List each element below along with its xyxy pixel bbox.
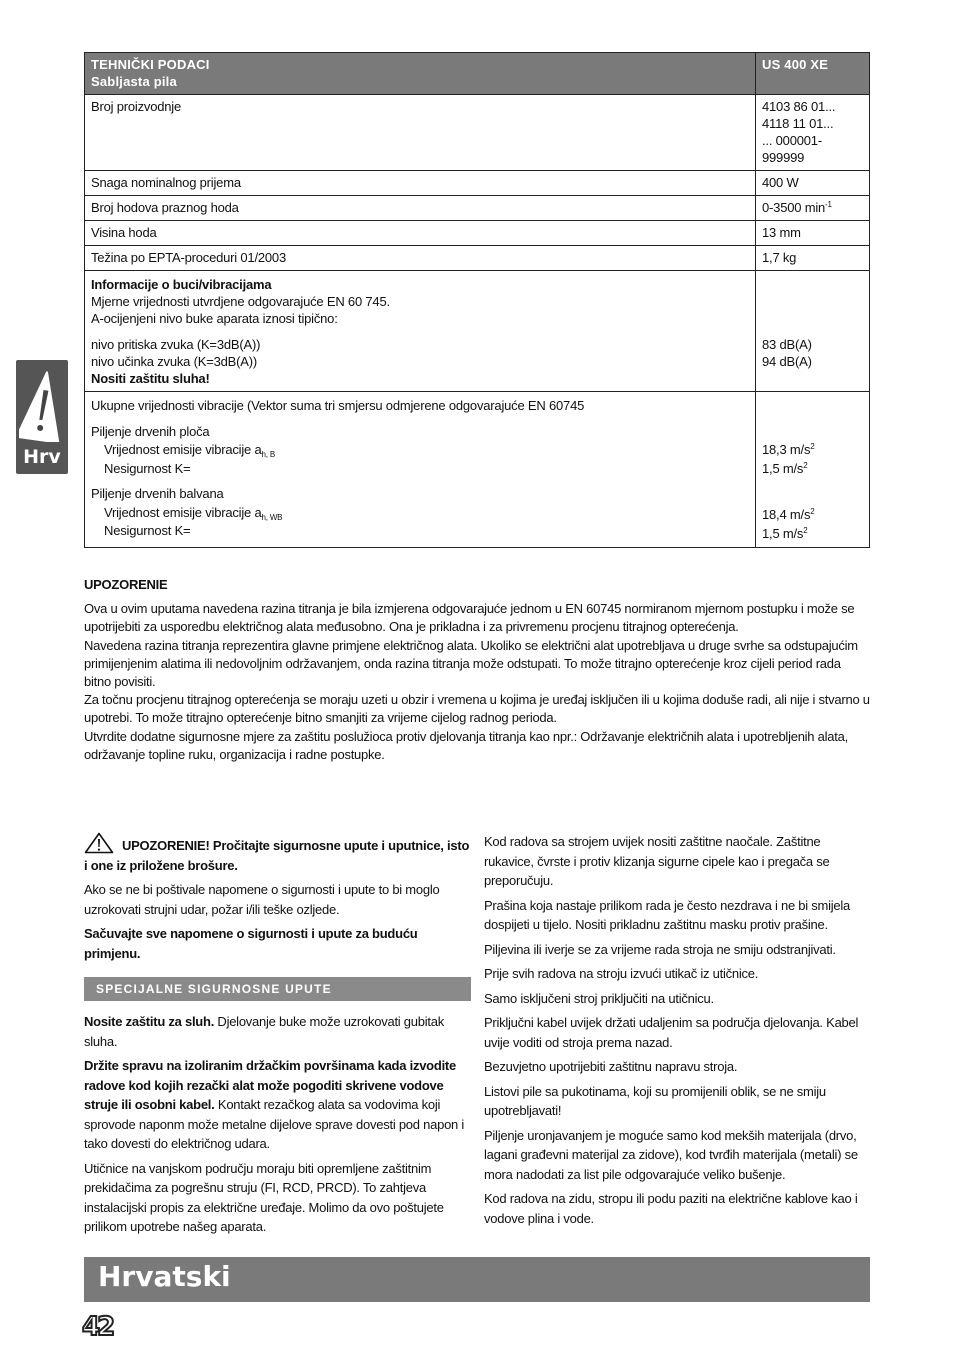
paragraph: Ako se ne bi poštivale napomene o sigurnosti i upute to bi moglo uzrokovati strujni udar, požar i/ili teške ozljede. <box>84 882 440 917</box>
safety-instruction: Priključni kabel uvijek držati udaljenim sa područja djelovanja. Kabel uvije voditi od stroja prema nazad. <box>484 1015 859 1050</box>
vibration-intro: Ukupne vrijednosti vibracije (Vektor suma tri smjersu odmjerene odgovarajuće EN 60745 <box>91 398 585 413</box>
value-exponent: 2 <box>810 507 815 516</box>
safety-instruction: Kod radova na zidu, stropu ili podu paziti na električne kablove kao i vodove plina i vode. <box>484 1191 858 1226</box>
row-value: 13 mm <box>756 221 870 246</box>
noise-line2: A-ocijenjeni nivo buke aparata iznosi tipično: <box>91 311 338 326</box>
row-label: Snaga nominalnog prijema <box>85 171 756 196</box>
paragraph-bold: Sačuvajte sve napomene o sigurnosti i upute za buduću primjenu. <box>84 926 418 961</box>
paragraph-body: Kontakt rezačkog alata sa vodovima koji sprovode naponm može metalne dijelove sprave dovesti pod napon i tako dovesti do električnog udara. <box>84 1097 465 1151</box>
paragraph <box>84 1056 471 1154</box>
noise-title: Informacije o buci/vibracijama <box>91 277 272 292</box>
right-column <box>484 832 870 1233</box>
serial-line3: ... 000001-999999 <box>762 133 822 165</box>
vibration-info <box>85 392 756 548</box>
serial-line2: 4118 11 01... <box>762 116 834 131</box>
noise-line1: Mjerne vrijednosti utvrdjene odgovarajuće EN 60 745. <box>91 294 390 309</box>
safety-instruction: Prašina koja nastaje prilikom rada je često nezdrava i ne bi smijela dospijeti u tijelo. Nositi prikladnu zaštitnu masku protiv prašine. <box>484 897 850 932</box>
row-label: Visina hoda <box>85 221 756 246</box>
page-number: 42 <box>82 1312 113 1342</box>
table-header-row <box>85 53 870 95</box>
emission-subscript: h, B <box>261 450 275 459</box>
table-header-line1: TEHNIČKI PODACI <box>91 57 210 72</box>
value-text: 18,4 m/s <box>762 507 811 522</box>
warning-paragraph: Navedena razina titranja reprezentira glavne primjene električnog alata. Ukoliko se električni alat upotrebljava u druge svrhe sa odstupajućim primijenjenim alatima ili nedovoljnim održavanjem, onda razina titranja može odstupati. To može titrajno opterećenje kroz cijeli period rada bitno povisiti. <box>84 637 858 690</box>
noise-values <box>756 271 870 392</box>
language-title: Hrvatski <box>98 1260 231 1293</box>
safety-warning-text: UPOZORENIE! Pročitajte sigurnosne upute i uputnice, isto i one iz priložene brošure. <box>84 838 470 873</box>
emission-label: Vrijednost emisije vibracije a <box>104 442 262 457</box>
safety-warning-heading <box>84 832 471 875</box>
value-exponent: 2 <box>810 442 815 451</box>
safety-instruction: Piljenje uronjavanjem je moguće samo kod mekših materijala (drvo, lagani građevni materijal za zidove), kod tvrđih materijala (metali) se mora nadodati za list pile odgovarajuće veliko bušenje. <box>484 1127 858 1182</box>
row-value <box>756 196 870 221</box>
row-value <box>756 95 870 171</box>
row-value: 1,7 kg <box>756 246 870 271</box>
table-row <box>85 221 870 246</box>
table-row <box>85 196 870 221</box>
table-row <box>85 246 870 271</box>
sound-pressure-label: nivo pritiska zvuka (K=3dB(A)) <box>91 337 261 352</box>
vibration-warning-block <box>84 576 870 764</box>
emission-subscript: h, WB <box>261 512 283 522</box>
sound-power-label: nivo učinka zvuka (K=3dB(A)) <box>91 354 258 369</box>
noise-row <box>85 271 870 392</box>
table-header-title <box>85 53 756 95</box>
sound-pressure-value: 83 dB(A) <box>762 337 812 352</box>
row-value: 400 W <box>756 171 870 196</box>
warning-title: UPOZORENIE <box>84 577 168 592</box>
vibration-case1-title: Piljenje drvenih ploča <box>91 423 210 439</box>
warning-triangle-icon <box>19 368 65 442</box>
stroke-rate-value: 0-3500 min <box>762 200 826 215</box>
value-text: 18,3 m/s <box>762 442 811 457</box>
vibration-values <box>756 392 870 548</box>
table-header-line2: Sabljasta pila <box>91 74 177 89</box>
row-label: Težina po EPTA-proceduri 01/2003 <box>85 246 756 271</box>
language-code: Hrv <box>23 446 61 468</box>
language-footer-bar <box>84 1257 870 1302</box>
language-side-tab <box>16 360 68 474</box>
warning-paragraph: Utvrdite dodatne sigurnosne mjere za zaštitu poslužioca protiv djelovanja titranja kao npr.: Održavanje električnih alata i upotrebljenih alata, održavanje topline ruku, organizacija i radne postupke. <box>84 728 848 762</box>
section-heading: SPECIJALNE SIGURNOSNE UPUTE <box>84 977 471 1001</box>
safety-instruction: Samo isključeni stroj priključiti na utičnicu. <box>484 990 714 1006</box>
safety-instruction: Kod radova sa strojem uvijek nositi zaštitne naočale. Zaštitne rukavice, čvrste i protiv klizanja sigurne cipele kao i pregača se preporučuju. <box>484 834 830 888</box>
left-column <box>84 832 471 1242</box>
table-header-model: US 400 XE <box>756 53 870 95</box>
safety-instruction: Piljevina ili iverje se za vrijeme rada stroja ne smiju odstranjivati. <box>484 941 836 957</box>
vibration-case2-emission <box>91 504 749 523</box>
vibration-case1-emission <box>91 441 749 460</box>
warning-paragraph: Za točnu procjenu titrajnog opterećenja se moraju uzeti u obzir i vremena u kojima je uređaj isključen ili u kojima doduše radi, ali nije i stvarno u upotrebi. To može titrajno opterećenje bitno smanjiti za vrijeme cijelog radnog perioda. <box>84 692 870 726</box>
safety-instruction: Listovi pile sa pukotinama, koji su promijenili oblik, se ne smiju upotrebljavati! <box>484 1083 826 1118</box>
vibration-case2-title: Piljenje drvenih balvana <box>91 486 224 501</box>
vibration-case1-value <box>762 441 863 460</box>
table-row <box>85 171 870 196</box>
paragraph <box>84 1012 471 1051</box>
warning-paragraph: Ova u ovim uputama navedena razina titranja je bila izmjerena odgovarajuće jednom u EN 60745 normiranom mjernom postupku i može se upotrijebiti za usporedbu električnog alata međusobno. Ona je prikladna i za privremenu procjenu titrajnog opterećenja. <box>84 601 855 635</box>
noise-info <box>85 271 756 392</box>
hearing-protection-note: Nositi zaštitu sluha! <box>91 371 210 386</box>
sound-power-value: 94 dB(A) <box>762 354 812 369</box>
warning-icon <box>84 832 114 854</box>
value-text: 1,5 m/s <box>762 525 804 541</box>
safety-instruction: Prije svih radova na stroju izvući utikač iz utičnice. <box>484 966 759 981</box>
vibration-case1-uncertainty: Nesigurnost K= <box>104 460 191 476</box>
value-exponent: 2 <box>803 525 808 535</box>
vibration-row <box>85 392 870 548</box>
value-exponent: 2 <box>803 460 808 470</box>
paragraph-body: Djelovanje buke može uzrokovati gubitak sluha. <box>84 1014 444 1049</box>
paragraph-lead: Držite spravu na izoliranim držačkim površinama kada izvodite radove kod kojih rezački alat može pogoditi skrivene vodove struje ili osobni kabel. <box>84 1058 456 1112</box>
emission-label: Vrijednost emisije vibracije a <box>104 504 262 520</box>
paragraph: Utičnice na vanjskom području moraju biti opremljene zaštitnim prekidačima za pogrešnu struju (FI, RCD, PRCD). To zahtjeva instalacijski propis za električne uređaje. Molimo da ovo poštujete prilikom upotrebe našeg aparata. <box>84 1160 444 1234</box>
stroke-rate-exponent: -1 <box>825 200 832 209</box>
serial-line1: 4103 86 01... <box>762 99 836 114</box>
row-label: Broj proizvodnje <box>85 95 756 171</box>
paragraph-lead: Nosite zaštitu za sluh. <box>84 1014 215 1029</box>
vibration-case2-uncertainty: Nesigurnost K= <box>104 523 191 538</box>
vibration-case2-value <box>762 506 863 525</box>
value-text: 1,5 m/s <box>762 460 804 476</box>
vibration-case2-uncertainty-value <box>762 525 863 544</box>
safety-instruction: Bezuvjetno upotrijebiti zaštitnu napravu stroja. <box>484 1059 738 1074</box>
table-row <box>85 95 870 171</box>
row-label: Broj hodova praznog hoda <box>85 196 756 221</box>
technical-data-table <box>84 52 870 548</box>
vibration-case1-uncertainty-value <box>762 460 863 479</box>
